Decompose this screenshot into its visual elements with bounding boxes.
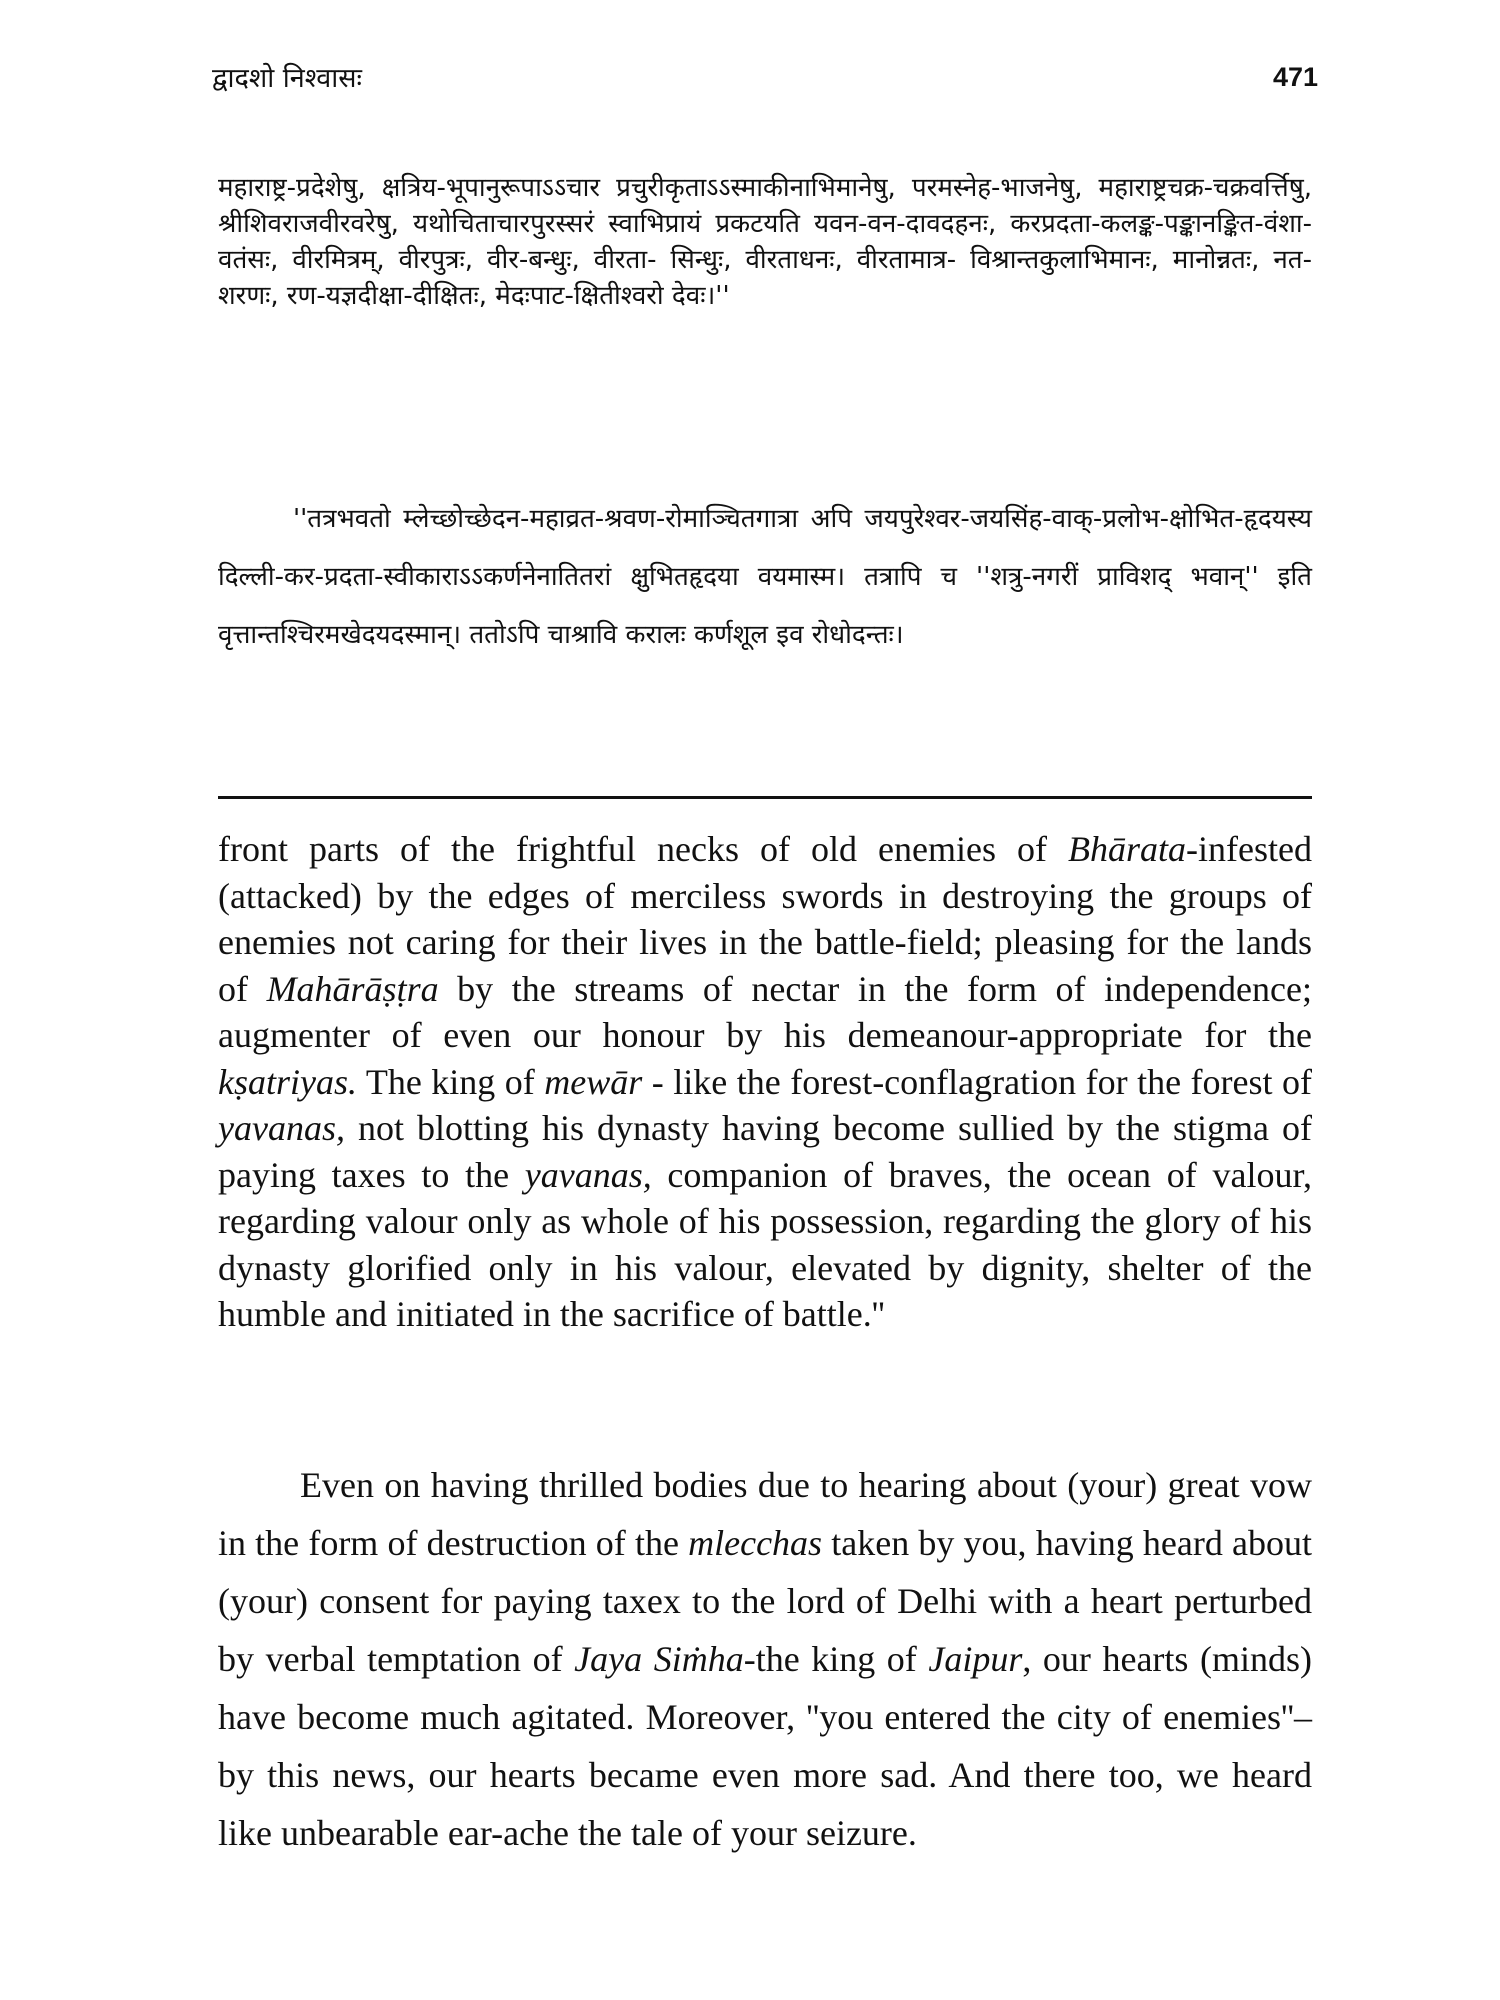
english-paragraph-2: [218, 1456, 1312, 1862]
text-run: companion of braves, the ocean of valour, regarding valour only as whole of his possession, regarding the glory of his dynasty glorified only in his valour, elevated by dignity, shelter of the humble and initiated in the sacrifice of battle.'': [218, 1154, 1312, 1334]
italic-term-ksatriyas: kṣatriyas.: [218, 1061, 357, 1102]
text-run: , our hearts (minds) have become much agitated. Moreover, ''you entered the city of enemies''–by this news, our hearts became even more sad. And there too, we heard like unbearable ear-ache the tale of your seizure.: [218, 1639, 1312, 1853]
english-translation-block-2: [218, 1456, 1312, 1862]
sanskrit-paragraph-1: महाराष्ट्र-प्रदेशेषु, क्षत्रिय-भूपानुरूपाऽऽचार प्रचुरीकृताऽऽस्माकीनाभिमानेषु, परमस्नेह-भाजनेषु, महाराष्ट्रचक्र-चक्रवर्त्तिषु, श्रीशिवराजवीरवरेषु, यथोचिताचारपुरस्सरं स्वाभिप्रायं प्रकटयति यवन-वन-दावदहनः, करप्रदता-कलङ्क-पङ्कानङ्कित-वंशा-वतंसः, वीरमित्रम्, वीरपुत्रः, वीर-बन्धुः, वीरता- सिन्धुः, वीरताधनः, वीरतामात्र- विश्रान्तकुलाभिमानः, मानोन्नतः, नत-शरणः, रण-यज्ञदीक्षा-दीक्षितः, मेदःपाट-क्षितीश्वरो देवः।'': [218, 173, 1312, 311]
text-run: front parts of the frightful necks of old enemies of: [218, 829, 1069, 869]
italic-term-jaipur: Jaipur: [928, 1639, 1023, 1679]
page-header: [212, 58, 1318, 118]
section-divider: [218, 796, 1312, 799]
sanskrit-paragraph-2: ''तत्रभवतो म्लेच्छोच्छेदन-महाव्रत-श्रवण-रोमाञ्चितगात्रा अपि जयपुरेश्वर-जयसिंह-वाक्-प्रलोभ-क्षोभित-हृदयस्य दिल्ली-कर-प्रदता-स्वीकाराऽऽकर्णनेनातितरां क्षुभितहृदया वयमास्म। तत्रापि च ''शत्रु-नगरीं प्राविशद् भवान्'' इति वृत्तान्तश्चिरमखेदयदस्मान्। ततोऽपि चाश्रावि करालः कर्णशूल इव रोधोदन्तः।: [218, 504, 1312, 650]
text-run: not blotting his dynasty having become sullied by the stigma of paying taxes to the: [218, 1108, 1312, 1195]
italic-term-bharata: Bhārata: [1068, 829, 1187, 869]
running-head: द्वादशो निश्वासः: [212, 63, 362, 94]
italic-term-jaya-simha: Jaya Siṁha: [574, 1639, 744, 1679]
text-run: taken by you, having heard about (your) consent for paying taxex to the lord of Delhi with a heart perturbed by verbal temptation of: [218, 1523, 1312, 1679]
italic-term-yavanas: yavanas,: [218, 1108, 345, 1148]
text-run: by the streams of nectar in the form of independence; augmenter of even our honour by his demeanour-appropriate for the: [218, 968, 1312, 1055]
text-run: -the king of: [743, 1639, 929, 1679]
text-run: -infested (attacked) by the edges of merciless swords in destroying the groups of enemies not caring for their lives in the battle-field; pleasing for the lands of: [218, 829, 1312, 1009]
text-run: Even on having thrilled bodies due to hearing about (your) great vow in the form of destruction of the: [218, 1465, 1312, 1563]
italic-term-mewar: mewār: [544, 1061, 643, 1102]
italic-term-maharastra: Mahārāṣṭra: [266, 968, 439, 1009]
italic-term-mlecchas: mlecchas: [688, 1523, 823, 1563]
sanskrit-text-block-1: [218, 170, 1312, 314]
page-number: 471: [1272, 62, 1318, 92]
sanskrit-text-block-2: [218, 490, 1312, 664]
english-paragraph-1: [218, 826, 1312, 1338]
english-translation-block-1: [218, 826, 1312, 1338]
italic-term-yavanas: yavanas,: [524, 1154, 652, 1195]
text-run: The king of: [357, 1061, 545, 1102]
text-run: - like the forest-conflagration for the forest of: [642, 1061, 1312, 1102]
